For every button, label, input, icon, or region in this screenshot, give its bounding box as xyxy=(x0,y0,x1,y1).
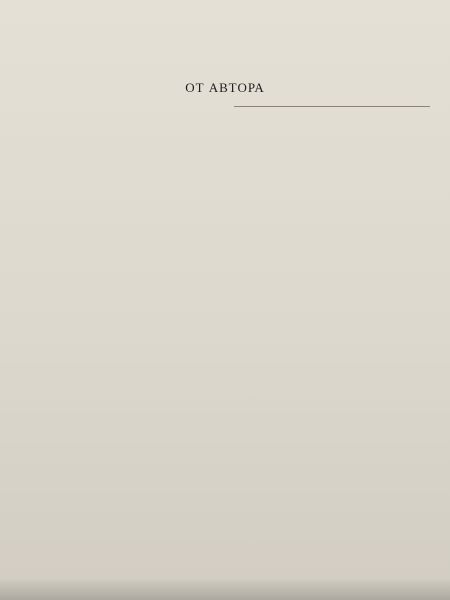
page-title: ОТ АВТОРА xyxy=(185,80,265,95)
right-footnote xyxy=(234,106,430,110)
text-columns xyxy=(22,100,430,570)
right-column xyxy=(234,100,430,570)
left-column xyxy=(22,100,218,570)
page-edge-shadow xyxy=(0,578,450,600)
